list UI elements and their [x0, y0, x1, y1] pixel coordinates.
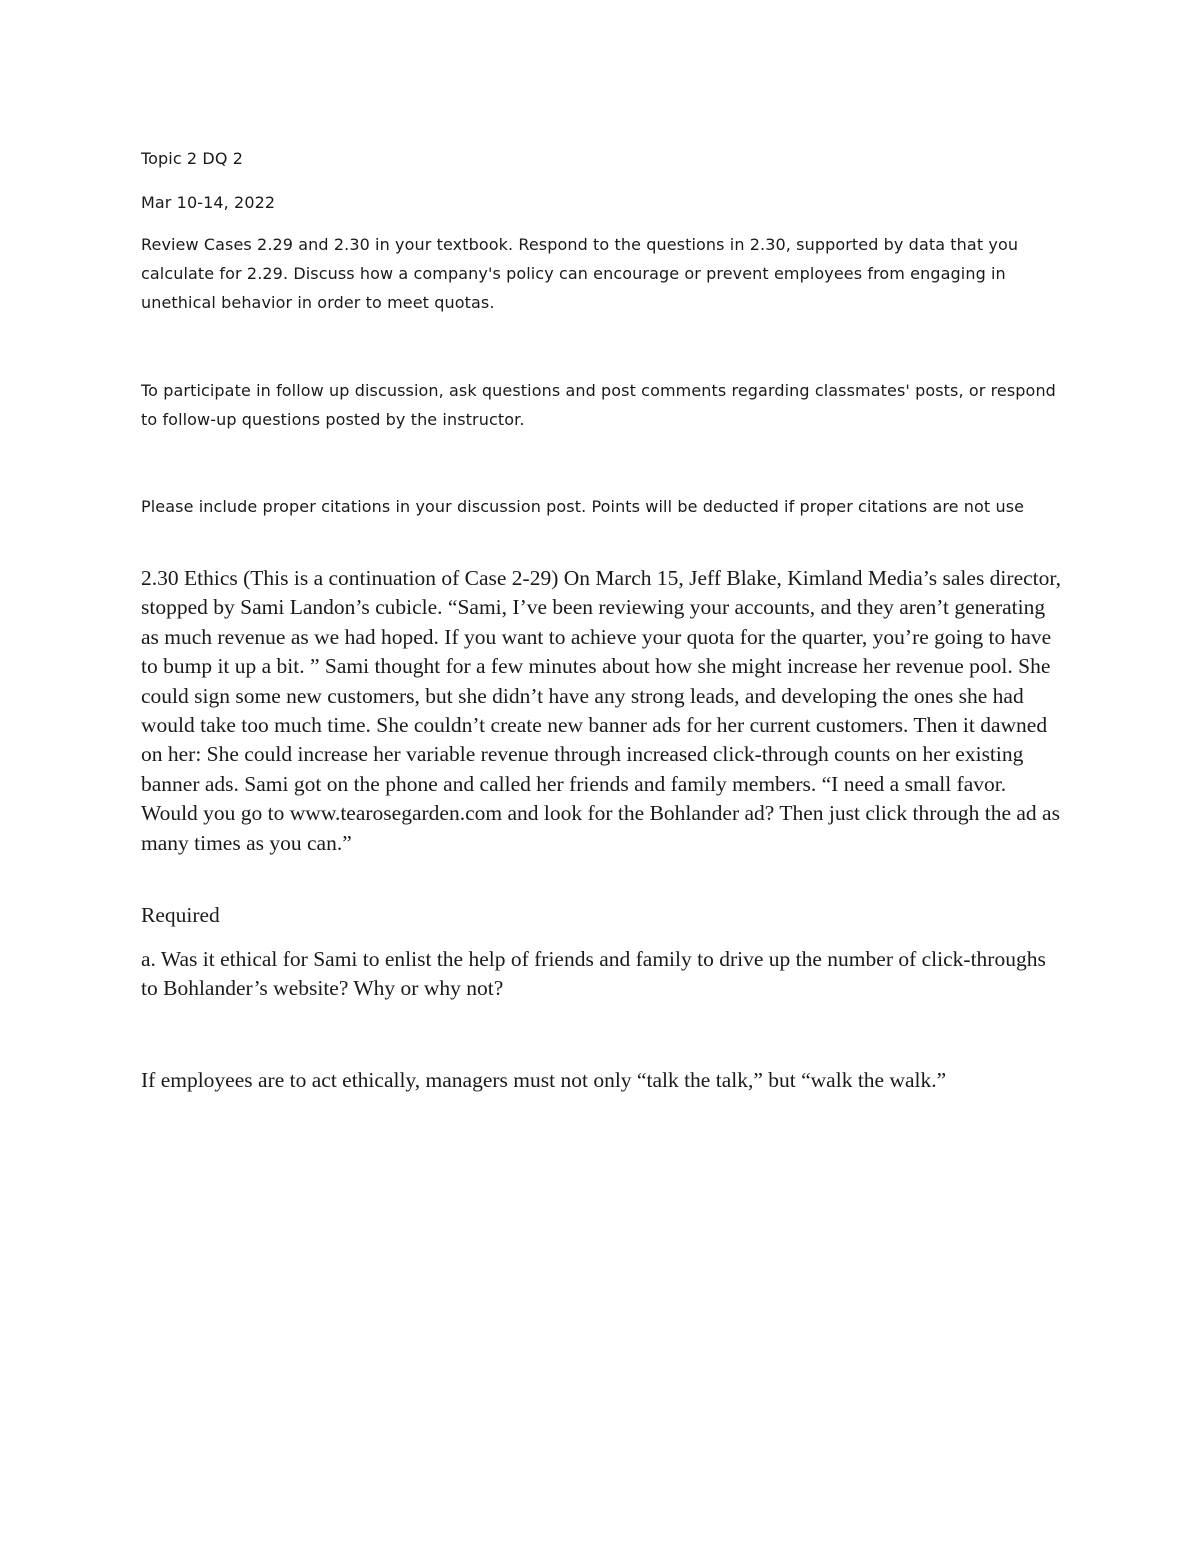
case-text: 2.30 Ethics (This is a continuation of Case 2-29) On March 15, Jeff Blake, Kimland Media’s sales director, stopped by Sami Landon’s cubicle. “Sami, I’ve been reviewing your accounts, and they aren’t generating as much revenue as we had hoped. If you want to achieve your quota for the quarter, you’re going to have to bump it up a bit. ” Sami thought for a few minutes about how she might increase her revenue pool. She could sign some new customers, but she didn’t have any strong leads, and developing the ones she had would take too much time. She couldn’t create new banner ads for her current customers. Then it dawned on her: She could increase her variable revenue through increased click-through counts on her existing banner ads. Sami got on the phone and called her friends and family members. “I need a small favor. Would you go to www.tearosegarden.com and look for the Bohlander ad? Then just click through the ad as many times as you can.”	[141, 566, 1062, 855]
review-instructions: Review Cases 2.29 and 2.30 in your textbook. Respond to the questions in 2.30, supported by data that you calculate for 2.29. Discuss how a company's policy can encourage or prevent employees from engaging in unethical behavior in order to meet quotas.	[141, 235, 1019, 312]
question-a: a. Was it ethical for Sami to enlist the help of friends and family to drive up the number of click-throughs to Bohlander’s website? Why or why not?	[141, 947, 1046, 1001]
document-date: Mar 10-14, 2022	[141, 193, 276, 212]
document-title: Topic 2 DQ 2	[141, 149, 243, 168]
required-heading: Required	[141, 903, 220, 927]
followup-instructions: To participate in follow up discussion, ask questions and post comments regarding classmates' posts, or respond to follow-up questions posted by the instructor.	[141, 381, 1056, 429]
citation-instructions: Please include proper citations in your discussion post. Points will be deducted if proper citations are not use	[141, 497, 1025, 516]
closing-quote: If employees are to act ethically, managers must not only “talk the talk,” but “walk the walk.”	[141, 1068, 947, 1092]
